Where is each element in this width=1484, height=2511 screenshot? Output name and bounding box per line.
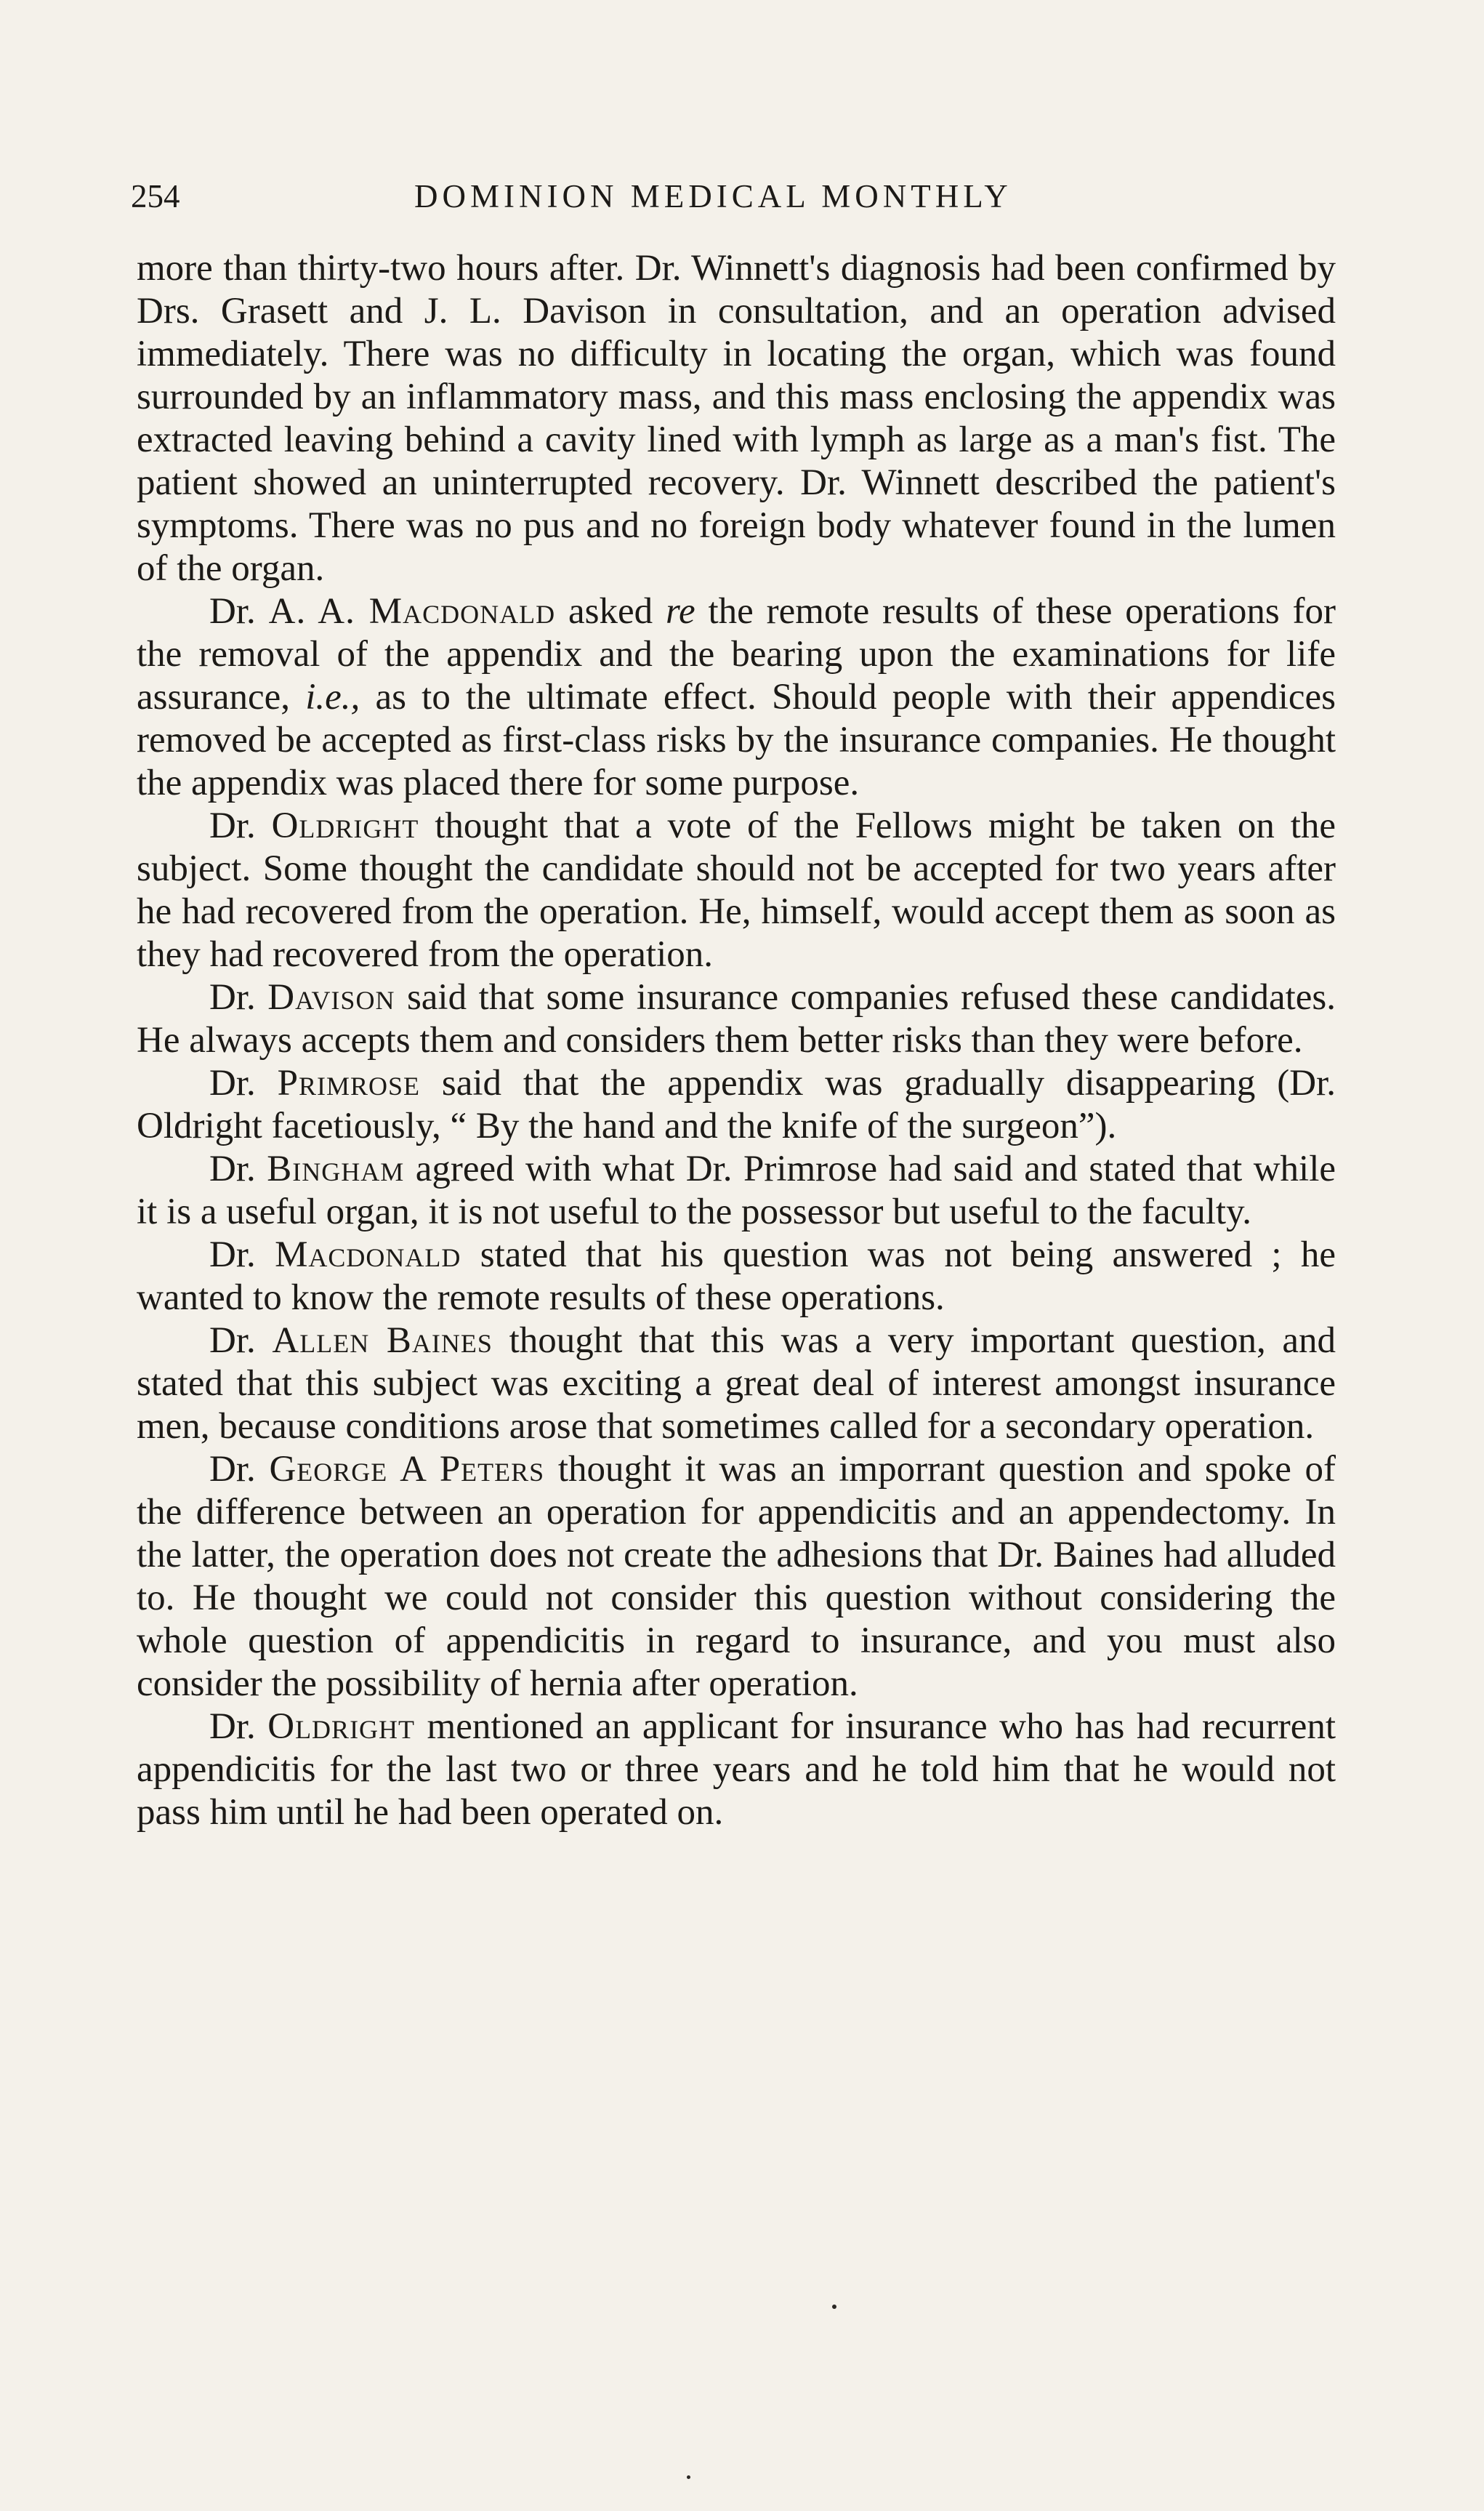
paragraph-text: mentioned an applicant for insurance who has had recurrent appendicitis for the last two or three years and he told him that he would not pass him until he had been operated on. [137,1706,1336,1833]
paragraph-text: thought it was an imporrant question and spoke of the difference between an operation for appendicitis and an appendectomy. In the latter, the operation does not create the adhesions that Dr. Baines had alluded to. He thought we could not consider this question without considering the whole question of appendicitis in regard to insurance, and you must also consider the possibility of hernia after operation. [137,1449,1336,1704]
speaker-name: Allen Baines [272,1320,493,1361]
speaker-name: Macdonald [275,1234,461,1275]
dr-prefix: Dr. [209,1063,256,1104]
paragraph-7 [137,1234,1336,1319]
paragraph-text: agreed with what Dr. Primrose had said and stated that while it is a useful organ, it is not useful to the possessor but useful to the faculty. [137,1149,1336,1232]
dr-prefix: Dr. [209,1449,256,1490]
speaker-name: Oldright [271,805,419,846]
paragraph-text: stated that his question was not being answered ; he wanted to know the remote results of these operations. [137,1234,1336,1318]
paragraph-text: asked [568,591,653,632]
paragraph-8 [137,1319,1336,1448]
paragraph-1 [137,247,1336,590]
dr-prefix: Dr. [209,591,256,632]
speaker-name: Davison [267,977,395,1018]
dr-prefix: Dr. [209,1234,256,1275]
paragraph-text: said that some insurance companies refused these candidates. He always accepts them and considers them better risks than they were before. [137,977,1336,1061]
speaker-name: Primrose [277,1063,421,1104]
paragraph-4 [137,976,1336,1062]
paragraph-text: the remote results of these operations for the removal of the appendix and the bearing upon the examinations for life assurance, [137,591,1336,718]
paragraph-6 [137,1148,1336,1234]
page-header [131,174,1330,218]
dr-prefix: Dr. [209,1706,256,1747]
speaker-name: George A Peters [269,1449,545,1490]
paragraph-text: as to the ultimate effect. Should people with their appendices removed be accepted as first-class risks by the insurance companies. He thought the appendix was placed there for some purpose. [137,677,1336,803]
speaker-name: Oldright [267,1706,416,1747]
paragraph-3 [137,805,1336,976]
dr-prefix: Dr. [209,1320,256,1361]
paragraph-text: thought that this was a very important question, and stated that this subject was exciting a great deal of interest amongst insurance men, because conditions arose that sometimes called for a secondary operation. [137,1320,1336,1447]
speaker-name: A. A. Macdonald [268,591,556,632]
scan-speck [832,2305,836,2309]
page-number: 254 [131,178,180,214]
italic-term: i.e., [305,677,360,718]
dr-prefix: Dr. [209,805,256,846]
paragraph-5 [137,1062,1336,1148]
dr-prefix: Dr. [209,977,256,1018]
paragraph-text: more than thirty-two hours after. Dr. Winnett's diagnosis had been confirmed by Drs. Grasett and J. L. Davison in consultation, and an operation advised immediately. There was no difficulty in locating the organ, which was found surrounded by an inflammatory mass, and this mass enclosing the appendix was extracted leaving behind a cavity lined with lymph as large as a man's fist. The patient showed an uninterrupted recovery. Dr. Winnett described the patient's symptoms. There was no pus and no foreign body whatever found in the lumen of the organ. [137,248,1336,589]
paragraph-text: said that the appendix was gradually disappearing (Dr. Oldright facetiously, “ By the hand and the knife of the surgeon”). [137,1063,1336,1146]
article-body [137,247,1336,1834]
dr-prefix: Dr. [209,1149,256,1189]
paragraph-9 [137,1448,1336,1706]
italic-term: re [666,591,695,632]
running-head: DOMINION MEDICAL MONTHLY [414,178,1012,214]
paragraph-text: thought that a vote of the Fellows might be taken on the subject. Some thought the candidate should not be accepted for two years after he had recovered from the operation. He, himself, would accept them as soon as they had recovered from the operation. [137,805,1336,975]
speaker-name: Bingham [267,1149,405,1189]
paragraph-10 [137,1706,1336,1834]
paragraph-2 [137,590,1336,805]
scan-speck [687,2475,690,2479]
